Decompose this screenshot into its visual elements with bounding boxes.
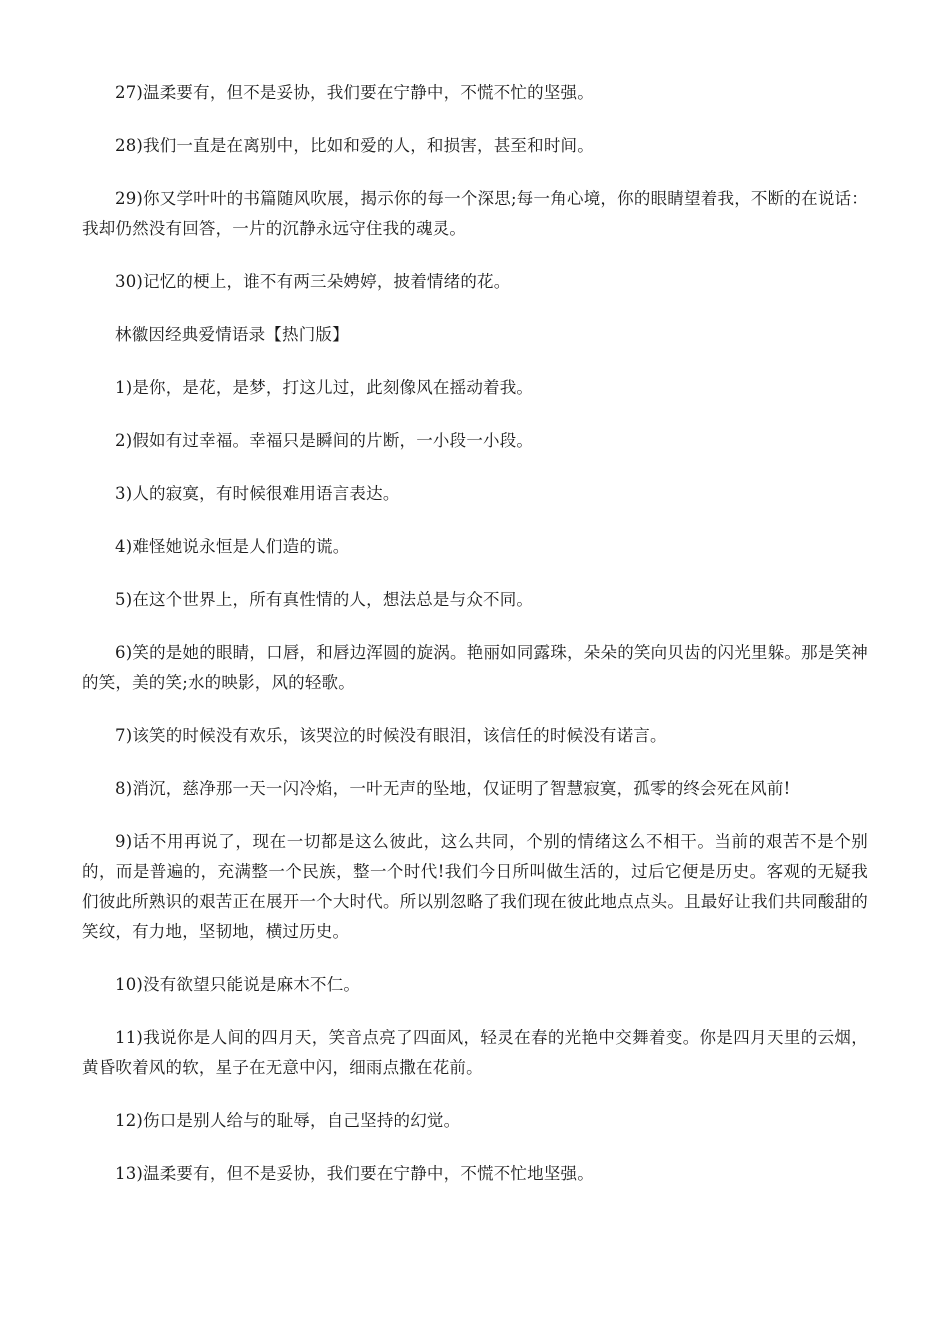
quote-item: 28)我们一直是在离别中，比如和爱的人，和损害，甚至和时间。 <box>115 136 594 155</box>
quote-item: 13)温柔要有，但不是妥协，我们要在宁静中，不慌不忙地坚强。 <box>115 1164 594 1183</box>
quote-item: 11)我说你是人间的四月天，笑音点亮了四面风，轻灵在春的光艳中交舞着变。你是四月天里的云烟，黄昏吹着风的软，星子在无意中闪，细雨点撒在花前。 <box>82 1028 868 1077</box>
document-page <box>82 78 868 1212</box>
quote-item: 7)该笑的时候没有欢乐，该哭泣的时候没有眼泪，该信任的时候没有诺言。 <box>115 726 667 745</box>
quote-item: 4)难怪她说永恒是人们造的谎。 <box>115 537 350 556</box>
quote-item: 8)消沉，慈净那一天一闪冷焰，一叶无声的坠地，仅证明了智慧寂寞，孤零的终会死在风前! <box>115 779 791 798</box>
quote-item: 29)你又学叶叶的书篇随风吹展，揭示你的每一个深思;每一角心境，你的眼睛望着我，不断的在说话：我却仍然没有回答，一片的沉静永远守住我的魂灵。 <box>82 189 868 238</box>
section-heading: 林徽因经典爱情语录【热门版】 <box>115 325 349 344</box>
quote-item: 3)人的寂寞，有时候很难用语言表达。 <box>115 484 400 503</box>
quote-item: 5)在这个世界上，所有真性情的人，想法总是与众不同。 <box>115 590 534 609</box>
quote-item: 27)温柔要有，但不是妥协，我们要在宁静中，不慌不忙的坚强。 <box>115 83 594 102</box>
quote-item: 9)话不用再说了，现在一切都是这么彼此，这么共同，个别的情绪这么不相干。当前的艰苦不是个别的，而是普遍的，充满整一个民族，整一个时代!我们今日所叫做生活的，过后它便是历史。客观的无疑我们彼此所熟识的艰苦正在展开一个大时代。所以别忽略了我们现在彼此地点点头。且最好让我们共同酸甜的笑纹，有力地，坚韧地，横过历史。 <box>82 832 868 941</box>
quote-item: 6)笑的是她的眼睛，口唇，和唇边浑圆的旋涡。艳丽如同露珠，朵朵的笑向贝齿的闪光里躲。那是笑神的笑，美的笑;水的映影，风的轻歌。 <box>82 643 868 692</box>
quote-item: 30)记忆的梗上，谁不有两三朵娉婷，披着情绪的花。 <box>115 272 511 291</box>
quote-item: 12)伤口是别人给与的耻辱，自己坚持的幻觉。 <box>115 1111 461 1130</box>
quote-item: 1)是你，是花，是梦，打这儿过，此刻像风在摇动着我。 <box>115 378 534 397</box>
quote-item: 10)没有欲望只能说是麻木不仁。 <box>115 975 361 994</box>
quote-item: 2)假如有过幸福。幸福只是瞬间的片断，一小段一小段。 <box>115 431 534 450</box>
